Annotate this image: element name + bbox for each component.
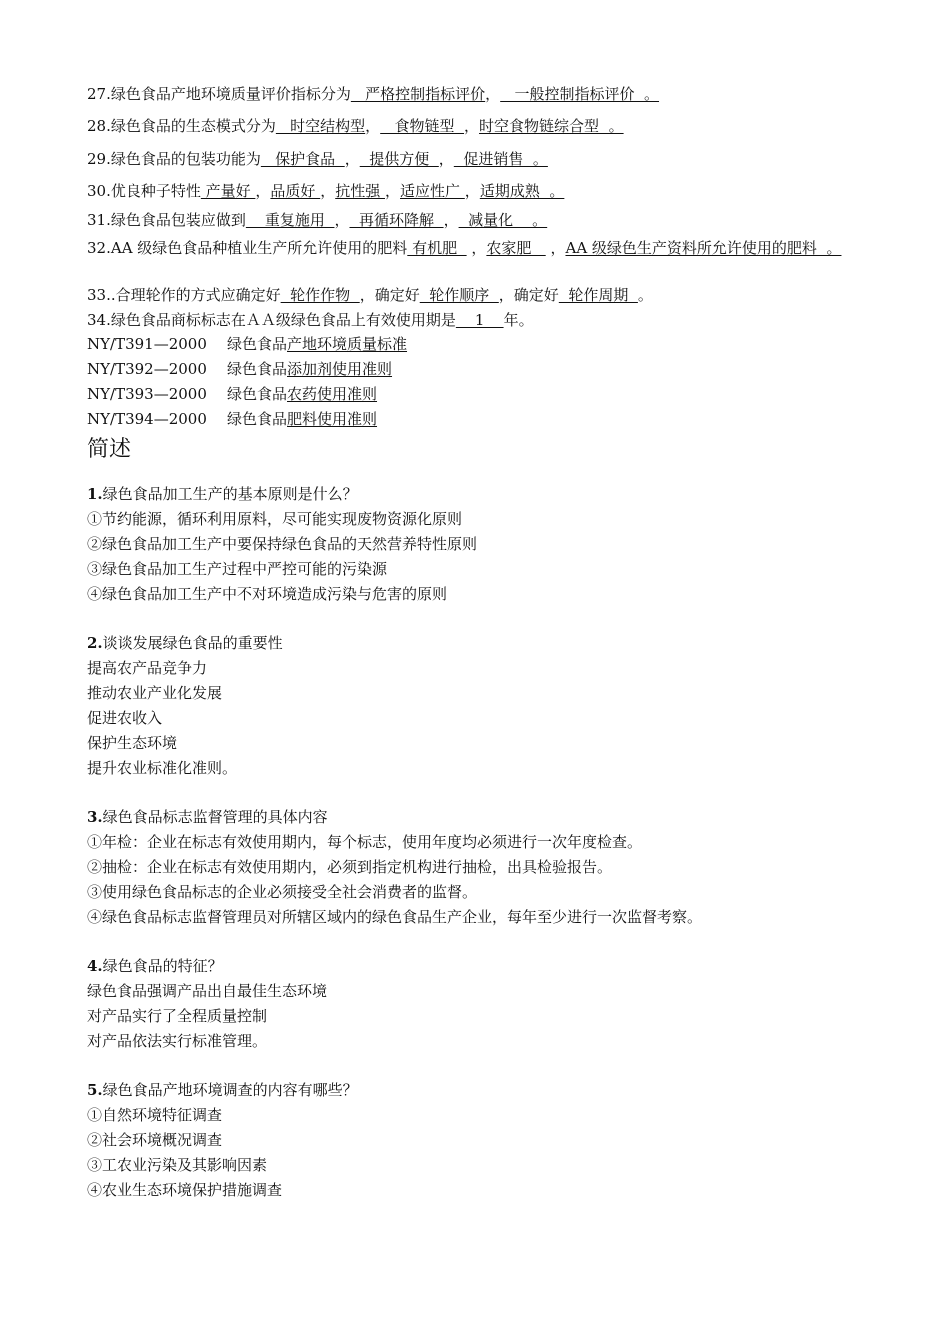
question-text: 。: [637, 286, 653, 304]
answer-blank: 抗性强: [335, 182, 385, 200]
question-text: ，: [438, 150, 454, 168]
answer-blank: 食物链型: [380, 117, 465, 135]
question-text: ，: [466, 239, 487, 257]
answer-line: ②绿色食品加工生产中要保持绿色食品的天然营养特性原则: [87, 535, 478, 553]
question-text: ，: [320, 182, 336, 200]
standard-item: NY/T394—2000 绿色食品肥料使用准则: [87, 410, 378, 428]
answer-line: ③绿色食品加工生产过程中严控可能的污染源: [87, 560, 388, 578]
standard-item: NY/T393—2000 绿色食品农药使用准则: [87, 385, 378, 403]
answer-line: ④农业生态环境保护措施调查: [87, 1181, 283, 1199]
fill-item-34: [87, 311, 534, 329]
answer-line: ①年检：企业在标志有效使用期内，每个标志，使用年度均必须进行一次年度检查。: [87, 833, 643, 851]
answer-blank: 一般控制指标评价 。: [500, 85, 660, 103]
question-text: ，: [545, 239, 566, 257]
question-text: ，: [464, 182, 480, 200]
question-text: ，: [485, 85, 501, 103]
fill-item-27: [87, 85, 659, 103]
question-block-1: [87, 482, 927, 607]
answer-line: 对产品实行了全程质量控制: [87, 1007, 268, 1025]
answer-line: 提高农产品竞争力: [87, 659, 208, 677]
answer-blank: AA 级绿色生产资料所允许使用的肥料 。: [565, 239, 842, 257]
answer-line: 促进农收入: [87, 709, 163, 727]
answer-blank: 再循环降解: [349, 211, 444, 229]
question-block-4: [87, 954, 927, 1054]
answer-line: 提升农业标准化准则。: [87, 759, 238, 777]
answer-blank: 轮作顺序: [419, 286, 499, 304]
answer-blank: 轮作周期: [558, 286, 638, 304]
standard-item: NY/T392—2000 绿色食品添加剂使用准则: [87, 360, 393, 378]
question-text: ，确定好: [359, 286, 420, 304]
answer-line: 对产品依法实行标准管理。: [87, 1032, 268, 1050]
question-text: 30.优良种子特性: [87, 182, 201, 200]
section-heading: 简述: [87, 437, 132, 462]
fill-item-32: [87, 236, 877, 261]
answer-line: ①节约能源，循环利用原料，尽可能实现废物资源化原则: [87, 510, 463, 528]
answer-blank: 有机肥: [407, 239, 467, 257]
answer-blank: 保护食品: [260, 150, 345, 168]
question-text: ，: [344, 150, 360, 168]
fill-item-33: [87, 286, 653, 304]
fill-item-28: [87, 117, 624, 135]
answer-blank: 重复施用: [245, 211, 335, 229]
answer-line: ③工农业污染及其影响因素: [87, 1156, 268, 1174]
answer-blank: 适期成熟 。: [479, 182, 565, 200]
question-text: 34.绿色食品商标标志在ＡＡ级绿色食品上有效使用期是: [87, 311, 456, 329]
question-text: 28.绿色食品的生态模式分为: [87, 117, 276, 135]
question-text: 33..合理轮作的方式应确定好: [87, 286, 281, 304]
answer-blank: 产量好: [200, 182, 256, 200]
fill-item-29: [87, 150, 548, 168]
question-text: 32.AA 级绿色食品种植业生产所允许使用的肥料: [87, 239, 408, 257]
question-title: 1.绿色食品加工生产的基本原则是什么？: [87, 485, 358, 503]
question-title: 3.绿色食品标志监督管理的具体内容: [87, 808, 328, 826]
answer-blank: 提供方便: [359, 150, 439, 168]
question-text: ，: [365, 117, 381, 135]
question-text: 27.绿色食品产地环境质量评价指标分为: [87, 85, 351, 103]
question-title: 4.绿色食品的特征？: [87, 957, 223, 975]
question-text: ，: [385, 182, 401, 200]
question-text: ，: [464, 117, 480, 135]
answer-blank: 严格控制指标评价: [350, 85, 486, 103]
answer-line: 推动农业产业化发展: [87, 684, 223, 702]
answer-line: ①自然环境特征调查: [87, 1106, 223, 1124]
question-text: 年。: [503, 311, 534, 329]
question-title: 5.绿色食品产地环境调查的内容有哪些？: [87, 1081, 358, 1099]
question-text: ，: [443, 211, 459, 229]
question-block-3: [87, 805, 927, 930]
fill-item-30: [87, 182, 564, 200]
answer-blank: 品质好: [270, 182, 321, 200]
answer-blank: 时空食物链综合型 。: [479, 117, 624, 135]
question-block-2: [87, 631, 927, 781]
standard-item: NY/T391—2000 绿色食品产地环境质量标准: [87, 335, 408, 353]
answer-line: ④绿色食品加工生产中不对环境造成污染与危害的原则: [87, 585, 448, 603]
question-title: 2.谈谈发展绿色食品的重要性: [87, 634, 283, 652]
question-text: ，: [334, 211, 350, 229]
answer-blank: 1: [455, 311, 504, 329]
answer-blank: 适应性广: [400, 182, 465, 200]
answer-line: ②抽检：企业在标志有效使用期内，必须到指定机构进行抽检，出具检验报告。: [87, 858, 613, 876]
question-text: 29.绿色食品的包装功能为: [87, 150, 261, 168]
answer-line: ④绿色食品标志监督管理员对所辖区域内的绿色食品生产企业，每年至少进行一次监督考察。: [87, 908, 703, 926]
answer-blank: 农家肥: [486, 239, 546, 257]
question-text: ，: [255, 182, 271, 200]
fill-item-31: [87, 211, 547, 229]
answer-line: ③使用绿色食品标志的企业必须接受全社会消费者的监督。: [87, 883, 478, 901]
answer-blank: 减量化 。: [458, 211, 548, 229]
answer-blank: 轮作作物: [280, 286, 360, 304]
answer-line: 绿色食品强调产品出自最佳生态环境: [87, 982, 328, 1000]
answer-line: 保护生态环境: [87, 734, 178, 752]
answer-blank: 促进销售 。: [453, 150, 548, 168]
answer-line: ②社会环境概况调查: [87, 1131, 223, 1149]
question-text: ，确定好: [498, 286, 559, 304]
question-block-5: [87, 1078, 927, 1203]
answer-blank: 时空结构型: [275, 117, 366, 135]
question-text: 31.绿色食品包装应做到: [87, 211, 246, 229]
